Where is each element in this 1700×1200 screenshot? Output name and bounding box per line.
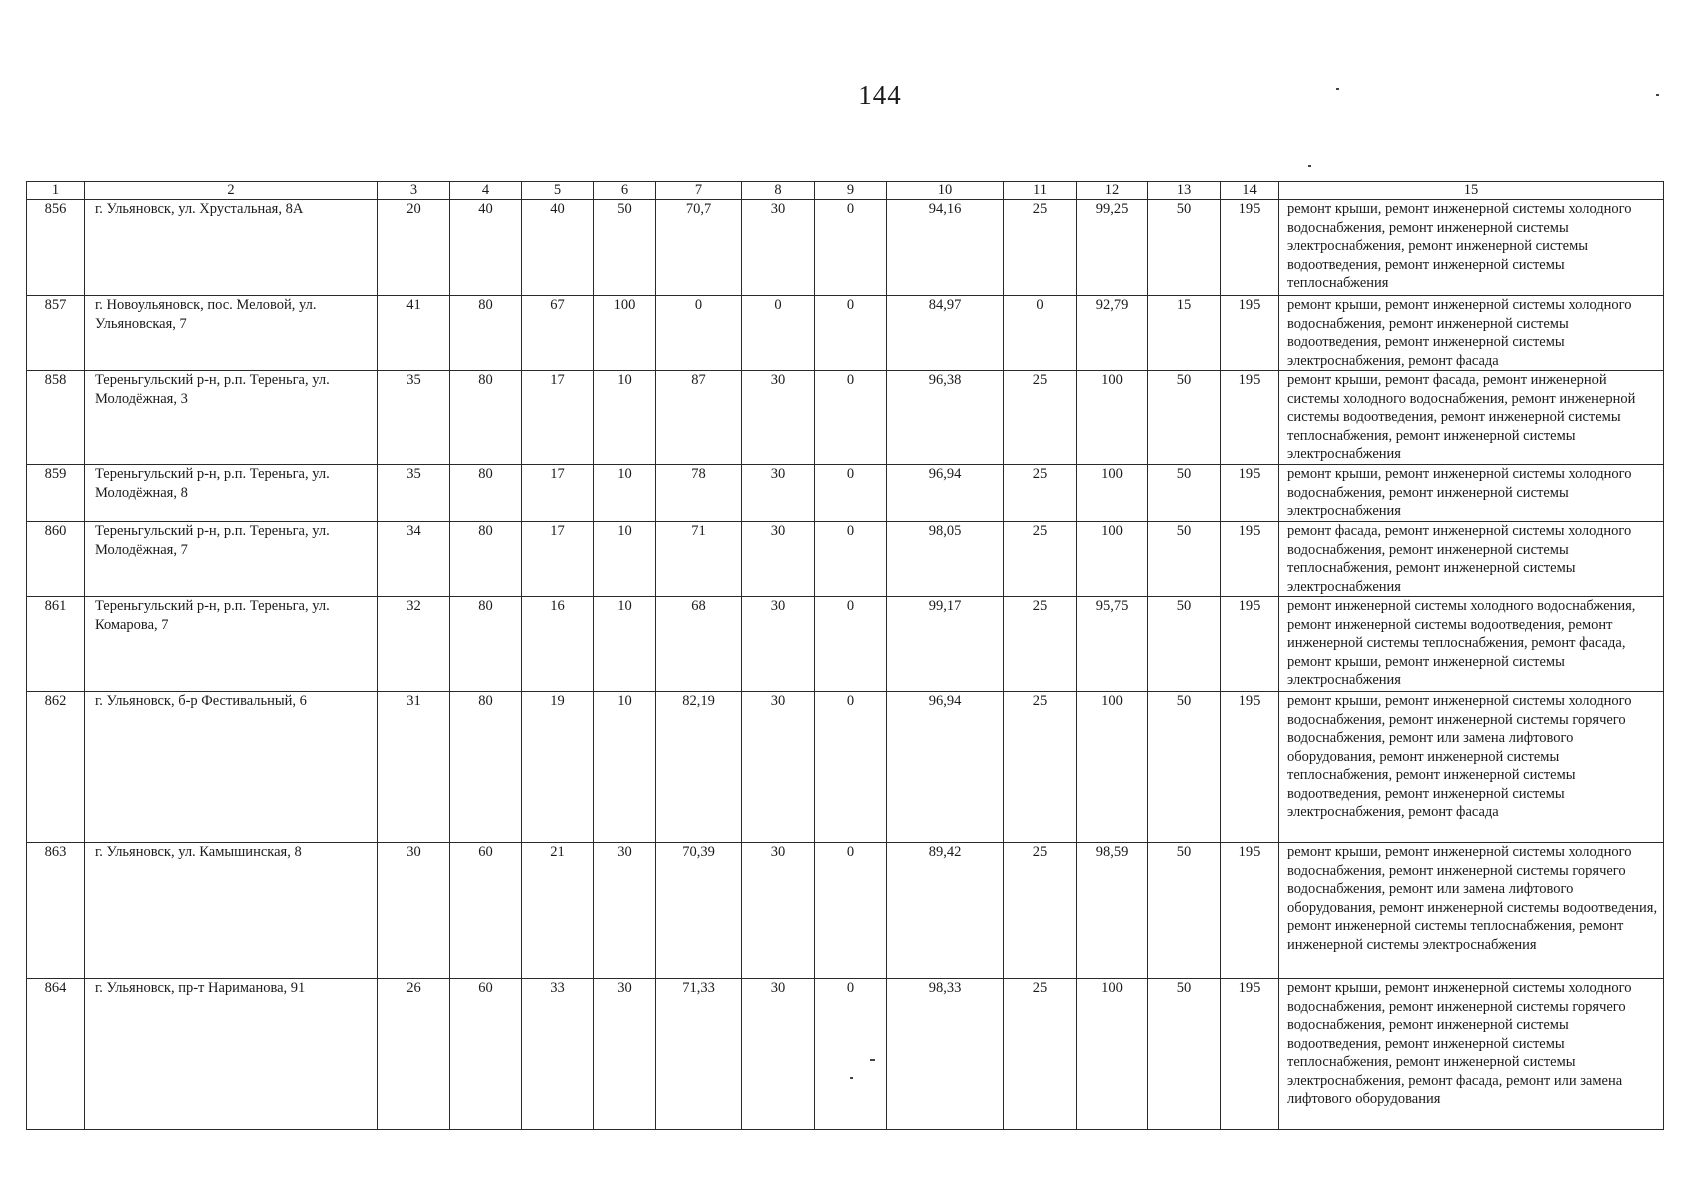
value-cell: 15 bbox=[1148, 296, 1221, 371]
value-cell: 35 bbox=[378, 465, 450, 522]
column-number-row bbox=[27, 182, 1664, 200]
column-number: 12 bbox=[1077, 182, 1148, 200]
value-cell: 50 bbox=[1148, 692, 1221, 843]
row-number-cell: 857 bbox=[27, 296, 85, 371]
value-cell: 99,17 bbox=[887, 597, 1004, 692]
address-cell: г. Новоульяновск, пос. Меловой, ул. Ульяновская, 7 bbox=[85, 296, 378, 371]
value-cell: 92,79 bbox=[1077, 296, 1148, 371]
value-cell: 78 bbox=[656, 465, 742, 522]
scan-speck bbox=[1336, 88, 1339, 90]
column-number: 9 bbox=[815, 182, 887, 200]
scan-speck bbox=[1308, 165, 1311, 167]
repair-works-cell: ремонт крыши, ремонт инженерной системы холодного водоснабжения, ремонт инженерной системы горячего водоснабжения, ремонт инженерной системы водоотведения, ремонт инженерной системы теплоснабжения, ремонт инженерной системы электроснабжения, ремонт фасада, ремонт или замена лифтового оборудования bbox=[1279, 979, 1664, 1130]
value-cell: 0 bbox=[815, 200, 887, 296]
table-row bbox=[27, 296, 1664, 371]
repair-works-cell: ремонт инженерной системы холодного водоснабжения, ремонт инженерной системы водоотведения, ремонт инженерной системы теплоснабжения, ремонт фасада, ремонт крыши, ремонт инженерной системы электроснабжения bbox=[1279, 597, 1664, 692]
value-cell: 80 bbox=[450, 465, 522, 522]
row-number-cell: 864 bbox=[27, 979, 85, 1130]
table-row bbox=[27, 597, 1664, 692]
value-cell: 25 bbox=[1004, 200, 1077, 296]
value-cell: 30 bbox=[594, 843, 656, 979]
repair-works-cell: ремонт крыши, ремонт инженерной системы холодного водоснабжения, ремонт инженерной системы горячего водоснабжения, ремонт или замена лифтового оборудования, ремонт инженерной системы теплоснабжения, ремонт инженерной системы водоотведения, ремонт инженерной системы электроснабжения, ремонт фасада bbox=[1279, 692, 1664, 843]
column-number: 1 bbox=[27, 182, 85, 200]
value-cell: 80 bbox=[450, 692, 522, 843]
value-cell: 80 bbox=[450, 597, 522, 692]
value-cell: 16 bbox=[522, 597, 594, 692]
table-body bbox=[27, 200, 1664, 1130]
value-cell: 35 bbox=[378, 371, 450, 465]
value-cell: 87 bbox=[656, 371, 742, 465]
value-cell: 25 bbox=[1004, 522, 1077, 597]
value-cell: 70,7 bbox=[656, 200, 742, 296]
value-cell: 0 bbox=[656, 296, 742, 371]
column-number: 10 bbox=[887, 182, 1004, 200]
address-cell: г. Ульяновск, ул. Камышинская, 8 bbox=[85, 843, 378, 979]
value-cell: 30 bbox=[742, 371, 815, 465]
value-cell: 98,05 bbox=[887, 522, 1004, 597]
value-cell: 30 bbox=[742, 597, 815, 692]
value-cell: 25 bbox=[1004, 597, 1077, 692]
value-cell: 0 bbox=[815, 296, 887, 371]
value-cell: 32 bbox=[378, 597, 450, 692]
value-cell: 50 bbox=[1148, 843, 1221, 979]
value-cell: 41 bbox=[378, 296, 450, 371]
value-cell: 50 bbox=[1148, 979, 1221, 1130]
value-cell: 0 bbox=[815, 522, 887, 597]
value-cell: 100 bbox=[594, 296, 656, 371]
value-cell: 60 bbox=[450, 979, 522, 1130]
value-cell: 84,97 bbox=[887, 296, 1004, 371]
table-row bbox=[27, 979, 1664, 1130]
row-number-cell: 859 bbox=[27, 465, 85, 522]
value-cell: 10 bbox=[594, 692, 656, 843]
value-cell: 100 bbox=[1077, 692, 1148, 843]
value-cell: 195 bbox=[1221, 692, 1279, 843]
value-cell: 0 bbox=[815, 597, 887, 692]
value-cell: 98,33 bbox=[887, 979, 1004, 1130]
value-cell: 94,16 bbox=[887, 200, 1004, 296]
value-cell: 26 bbox=[378, 979, 450, 1130]
column-number: 13 bbox=[1148, 182, 1221, 200]
value-cell: 30 bbox=[742, 200, 815, 296]
value-cell: 80 bbox=[450, 371, 522, 465]
value-cell: 195 bbox=[1221, 371, 1279, 465]
value-cell: 21 bbox=[522, 843, 594, 979]
value-cell: 40 bbox=[522, 200, 594, 296]
value-cell: 98,59 bbox=[1077, 843, 1148, 979]
value-cell: 100 bbox=[1077, 522, 1148, 597]
value-cell: 195 bbox=[1221, 200, 1279, 296]
value-cell: 33 bbox=[522, 979, 594, 1130]
value-cell: 60 bbox=[450, 843, 522, 979]
column-number: 7 bbox=[656, 182, 742, 200]
column-number: 6 bbox=[594, 182, 656, 200]
value-cell: 25 bbox=[1004, 979, 1077, 1130]
value-cell: 195 bbox=[1221, 522, 1279, 597]
column-number: 11 bbox=[1004, 182, 1077, 200]
value-cell: 80 bbox=[450, 522, 522, 597]
row-number-cell: 856 bbox=[27, 200, 85, 296]
table-row bbox=[27, 692, 1664, 843]
value-cell: 50 bbox=[1148, 597, 1221, 692]
value-cell: 71 bbox=[656, 522, 742, 597]
value-cell: 10 bbox=[594, 371, 656, 465]
value-cell: 30 bbox=[594, 979, 656, 1130]
value-cell: 50 bbox=[1148, 371, 1221, 465]
value-cell: 17 bbox=[522, 465, 594, 522]
column-number: 14 bbox=[1221, 182, 1279, 200]
value-cell: 82,19 bbox=[656, 692, 742, 843]
address-cell: Тереньгульский р-н, р.п. Тереньга, ул. Комарова, 7 bbox=[85, 597, 378, 692]
value-cell: 96,38 bbox=[887, 371, 1004, 465]
value-cell: 89,42 bbox=[887, 843, 1004, 979]
value-cell: 195 bbox=[1221, 843, 1279, 979]
value-cell: 0 bbox=[815, 843, 887, 979]
value-cell: 25 bbox=[1004, 843, 1077, 979]
value-cell: 34 bbox=[378, 522, 450, 597]
address-cell: Тереньгульский р-н, р.п. Тереньга, ул. Молодёжная, 8 bbox=[85, 465, 378, 522]
value-cell: 0 bbox=[815, 371, 887, 465]
value-cell: 100 bbox=[1077, 465, 1148, 522]
value-cell: 80 bbox=[450, 296, 522, 371]
value-cell: 25 bbox=[1004, 371, 1077, 465]
column-number: 5 bbox=[522, 182, 594, 200]
value-cell: 0 bbox=[742, 296, 815, 371]
address-cell: г. Ульяновск, пр-т Нариманова, 91 bbox=[85, 979, 378, 1130]
value-cell: 40 bbox=[450, 200, 522, 296]
value-cell: 68 bbox=[656, 597, 742, 692]
housing-repair-table bbox=[26, 181, 1664, 1130]
value-cell: 99,25 bbox=[1077, 200, 1148, 296]
value-cell: 30 bbox=[378, 843, 450, 979]
value-cell: 195 bbox=[1221, 597, 1279, 692]
value-cell: 0 bbox=[815, 979, 887, 1130]
value-cell: 195 bbox=[1221, 296, 1279, 371]
column-number: 8 bbox=[742, 182, 815, 200]
value-cell: 30 bbox=[742, 979, 815, 1130]
value-cell: 50 bbox=[1148, 200, 1221, 296]
value-cell: 95,75 bbox=[1077, 597, 1148, 692]
value-cell: 19 bbox=[522, 692, 594, 843]
value-cell: 195 bbox=[1221, 979, 1279, 1130]
column-number: 15 bbox=[1279, 182, 1664, 200]
column-number: 4 bbox=[450, 182, 522, 200]
repair-works-cell: ремонт фасада, ремонт инженерной системы холодного водоснабжения, ремонт инженерной системы теплоснабжения, ремонт инженерной системы электроснабжения bbox=[1279, 522, 1664, 597]
row-number-cell: 863 bbox=[27, 843, 85, 979]
value-cell: 25 bbox=[1004, 465, 1077, 522]
value-cell: 17 bbox=[522, 371, 594, 465]
table-row bbox=[27, 465, 1664, 522]
table-row bbox=[27, 200, 1664, 296]
value-cell: 96,94 bbox=[887, 465, 1004, 522]
value-cell: 50 bbox=[594, 200, 656, 296]
value-cell: 67 bbox=[522, 296, 594, 371]
value-cell: 30 bbox=[742, 522, 815, 597]
repair-works-cell: ремонт крыши, ремонт фасада, ремонт инженерной системы холодного водоснабжения, ремонт инженерной системы водоотведения, ремонт инженерной системы теплоснабжения, ремонт инженерной системы электроснабжения bbox=[1279, 371, 1664, 465]
address-cell: г. Ульяновск, б-р Фестивальный, 6 bbox=[85, 692, 378, 843]
value-cell: 0 bbox=[1004, 296, 1077, 371]
value-cell: 30 bbox=[742, 465, 815, 522]
address-cell: г. Ульяновск, ул. Хрустальная, 8А bbox=[85, 200, 378, 296]
value-cell: 71,33 bbox=[656, 979, 742, 1130]
column-number: 2 bbox=[85, 182, 378, 200]
value-cell: 0 bbox=[815, 692, 887, 843]
value-cell: 17 bbox=[522, 522, 594, 597]
column-number: 3 bbox=[378, 182, 450, 200]
row-number-cell: 858 bbox=[27, 371, 85, 465]
value-cell: 30 bbox=[742, 843, 815, 979]
value-cell: 96,94 bbox=[887, 692, 1004, 843]
row-number-cell: 861 bbox=[27, 597, 85, 692]
value-cell: 195 bbox=[1221, 465, 1279, 522]
value-cell: 50 bbox=[1148, 522, 1221, 597]
value-cell: 10 bbox=[594, 597, 656, 692]
address-cell: Тереньгульский р-н, р.п. Тереньга, ул. Молодёжная, 7 bbox=[85, 522, 378, 597]
repair-works-cell: ремонт крыши, ремонт инженерной системы холодного водоснабжения, ремонт инженерной системы электроснабжения, ремонт инженерной системы водоотведения, ремонт инженерной системы теплоснабжения bbox=[1279, 200, 1664, 296]
value-cell: 0 bbox=[815, 465, 887, 522]
value-cell: 50 bbox=[1148, 465, 1221, 522]
value-cell: 100 bbox=[1077, 371, 1148, 465]
table-row bbox=[27, 843, 1664, 979]
scan-speck bbox=[1656, 94, 1659, 96]
value-cell: 70,39 bbox=[656, 843, 742, 979]
repair-works-cell: ремонт крыши, ремонт инженерной системы холодного водоснабжения, ремонт инженерной системы горячего водоснабжения, ремонт или замена лифтового оборудования, ремонт инженерной системы водоотведения, ремонт инженерной системы теплоснабжения, ремонт инженерной системы электроснабжения bbox=[1279, 843, 1664, 979]
row-number-cell: 862 bbox=[27, 692, 85, 843]
row-number-cell: 860 bbox=[27, 522, 85, 597]
value-cell: 31 bbox=[378, 692, 450, 843]
repair-works-cell: ремонт крыши, ремонт инженерной системы холодного водоснабжения, ремонт инженерной системы водоотведения, ремонт инженерной системы электроснабжения, ремонт фасада bbox=[1279, 296, 1664, 371]
value-cell: 10 bbox=[594, 522, 656, 597]
value-cell: 100 bbox=[1077, 979, 1148, 1130]
table-row bbox=[27, 371, 1664, 465]
value-cell: 20 bbox=[378, 200, 450, 296]
value-cell: 10 bbox=[594, 465, 656, 522]
table-row bbox=[27, 522, 1664, 597]
repair-works-cell: ремонт крыши, ремонт инженерной системы холодного водоснабжения, ремонт инженерной системы электроснабжения bbox=[1279, 465, 1664, 522]
value-cell: 25 bbox=[1004, 692, 1077, 843]
address-cell: Тереньгульский р-н, р.п. Тереньга, ул. Молодёжная, 3 bbox=[85, 371, 378, 465]
page-number: 144 bbox=[858, 80, 902, 110]
value-cell: 30 bbox=[742, 692, 815, 843]
